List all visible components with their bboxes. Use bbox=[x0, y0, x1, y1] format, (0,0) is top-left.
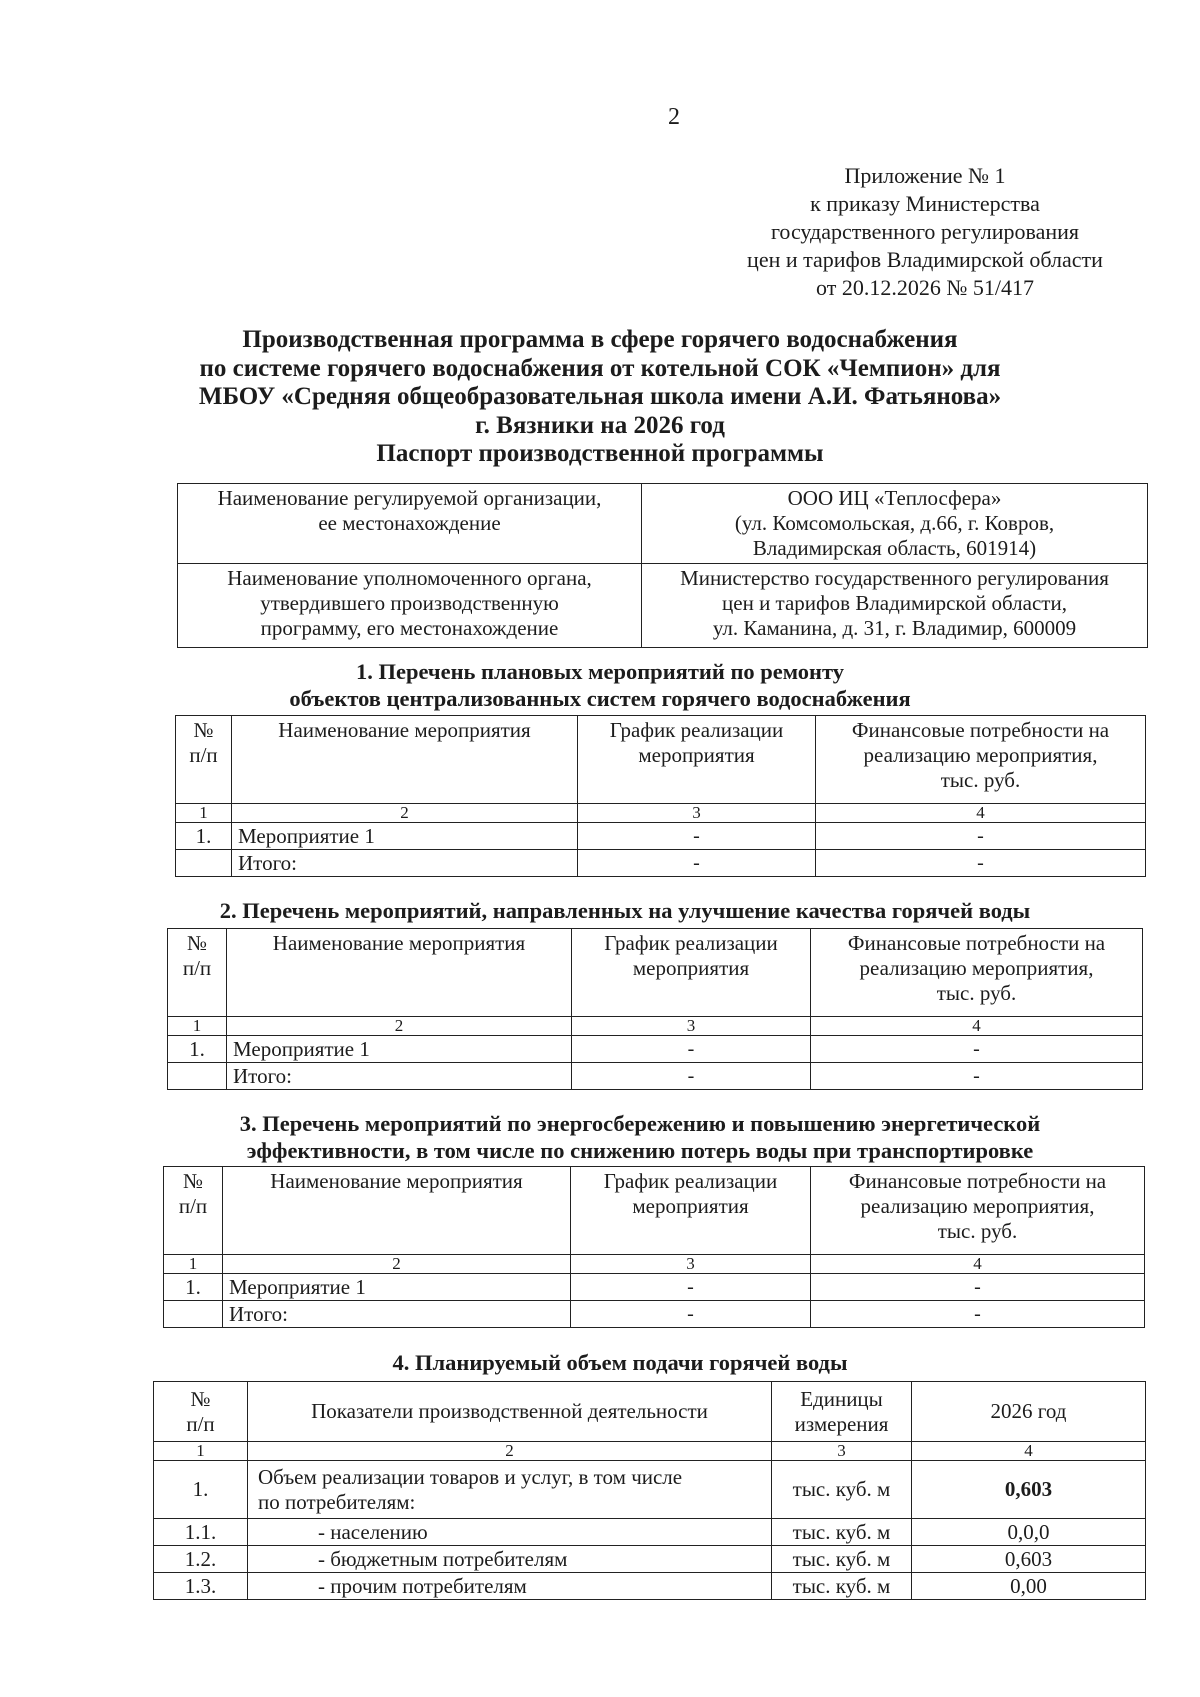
row-number bbox=[168, 1063, 227, 1090]
cell-line: Финансовые потребности на bbox=[848, 1169, 1107, 1193]
cell-line: п/п bbox=[189, 743, 218, 767]
section-title-line: 2. Перечень мероприятий, направленных на улучшение качества горячей воды bbox=[219, 898, 1031, 923]
passport-org-value bbox=[642, 484, 1148, 564]
cell-line: тыс. руб. bbox=[937, 1219, 1018, 1243]
title-line: МБОУ «Средняя общеобразовательная школа имени А.И. Фатьянова» bbox=[198, 383, 1002, 410]
row-value: 0,0,0 bbox=[912, 1519, 1146, 1546]
header-num bbox=[164, 1167, 223, 1255]
row-name: Итого: bbox=[232, 850, 578, 877]
cell-line: Министерство государственного регулирования bbox=[680, 566, 1109, 590]
header-schedule bbox=[571, 1167, 811, 1255]
section-title-line: объектов централизованных систем горячего водоснабжения bbox=[289, 686, 911, 711]
appendix-line: от 20.12.2026 № 51/417 bbox=[816, 275, 1034, 300]
row-finance: - bbox=[811, 1274, 1145, 1301]
row-name: - прочим потребителям bbox=[248, 1573, 772, 1600]
row-name: Итого: bbox=[227, 1063, 572, 1090]
cell-line: п/п bbox=[182, 956, 212, 980]
appendix-header bbox=[710, 162, 1140, 302]
cell-line: № bbox=[186, 931, 208, 955]
cell-line: ее местонахождение bbox=[318, 511, 501, 535]
header-num bbox=[168, 929, 227, 1017]
row-number: 1. bbox=[154, 1461, 248, 1519]
col-number: 3 bbox=[572, 1017, 811, 1036]
col-number: 1 bbox=[164, 1255, 223, 1274]
row-finance: - bbox=[811, 1036, 1143, 1063]
document-title bbox=[0, 326, 1200, 469]
row-schedule: - bbox=[571, 1301, 811, 1328]
table-row bbox=[164, 1301, 1145, 1328]
row-name: Мероприятие 1 bbox=[227, 1036, 572, 1063]
cell-line: реализацию мероприятия, bbox=[860, 1194, 1095, 1218]
cell-line: Владимирская область, 601914) bbox=[752, 536, 1037, 560]
header-schedule bbox=[572, 929, 811, 1017]
row-number: 1. bbox=[168, 1036, 227, 1063]
section-4-title bbox=[0, 1349, 1200, 1376]
cell-line: Единицы bbox=[800, 1386, 883, 1411]
appendix-line: к приказу Министерства bbox=[810, 191, 1040, 216]
header-schedule bbox=[578, 716, 816, 804]
row-unit: тыс. куб. м bbox=[772, 1573, 912, 1600]
header-num bbox=[154, 1382, 248, 1442]
row-name: Мероприятие 1 bbox=[232, 823, 578, 850]
row-value: 0,00 bbox=[912, 1573, 1146, 1600]
table-row bbox=[176, 823, 1146, 850]
header-name: Наименование мероприятия bbox=[223, 1167, 571, 1255]
cell-line: п/п bbox=[186, 1411, 215, 1436]
col-number: 3 bbox=[571, 1255, 811, 1274]
row-number: 1. bbox=[176, 823, 232, 850]
cell-line: (ул. Комсомольская, д.66, г. Ковров, bbox=[734, 511, 1055, 535]
header-name: Наименование мероприятия bbox=[232, 716, 578, 804]
row-schedule: - bbox=[572, 1063, 811, 1090]
section-title-line: эффективности, в том числе по снижению потерь воды при транспортировке bbox=[246, 1138, 1034, 1163]
row-finance: - bbox=[816, 823, 1146, 850]
cell-line: График реализации bbox=[604, 931, 778, 955]
row-number: 1.1. bbox=[154, 1519, 248, 1546]
col-number: 2 bbox=[227, 1017, 572, 1036]
row-finance: - bbox=[811, 1063, 1143, 1090]
col-number: 2 bbox=[248, 1442, 772, 1461]
passport-authority-label bbox=[178, 564, 642, 648]
row-schedule: - bbox=[578, 850, 816, 877]
passport-authority-value bbox=[642, 564, 1148, 648]
cell-line: измерения bbox=[794, 1411, 889, 1436]
row-unit: тыс. куб. м bbox=[772, 1546, 912, 1573]
cell-line: по потребителям: bbox=[258, 1489, 416, 1514]
cell-line: График реализации bbox=[609, 718, 784, 742]
section-title-line: 1. Перечень плановых мероприятий по ремонту bbox=[355, 659, 845, 684]
cell-line: реализацию мероприятия, bbox=[863, 743, 1098, 767]
col-number: 2 bbox=[232, 804, 578, 823]
row-unit: тыс. куб. м bbox=[772, 1461, 912, 1519]
row-finance: - bbox=[811, 1301, 1145, 1328]
cell-line: реализацию мероприятия, bbox=[859, 956, 1094, 980]
cell-line: п/п bbox=[178, 1194, 208, 1218]
appendix-line: государственного регулирования bbox=[770, 219, 1080, 244]
table-row bbox=[176, 850, 1146, 877]
col-number: 4 bbox=[912, 1442, 1146, 1461]
cell-line: Объем реализации товаров и услуг, в том числе bbox=[258, 1464, 683, 1489]
header-unit bbox=[772, 1382, 912, 1442]
row-number: 1.2. bbox=[154, 1546, 248, 1573]
section-2-table bbox=[167, 928, 1143, 1090]
row-name bbox=[248, 1461, 772, 1519]
row-finance: - bbox=[816, 850, 1146, 877]
cell-line: № bbox=[193, 718, 214, 742]
row-number: 1.3. bbox=[154, 1573, 248, 1600]
row-name: - бюджетным потребителям bbox=[248, 1546, 772, 1573]
header-indicator: Показатели производственной деятельности bbox=[248, 1382, 772, 1442]
table-row bbox=[154, 1573, 1146, 1600]
cell-line: Наименование уполномоченного органа, bbox=[227, 566, 592, 590]
table-row bbox=[168, 1036, 1143, 1063]
table-row bbox=[154, 1461, 1146, 1519]
title-line: Паспорт производственной программы bbox=[376, 440, 824, 467]
row-number: 1. bbox=[164, 1274, 223, 1301]
row-name: - населению bbox=[248, 1519, 772, 1546]
section-2-title bbox=[0, 897, 1200, 924]
header-finance bbox=[816, 716, 1146, 804]
col-number: 4 bbox=[811, 1255, 1145, 1274]
header-finance bbox=[811, 929, 1143, 1017]
cell-line: График реализации bbox=[603, 1169, 778, 1193]
section-1-title bbox=[0, 658, 1200, 712]
cell-line: мероприятия bbox=[638, 743, 755, 767]
cell-line: № bbox=[182, 1169, 204, 1193]
cell-line: тыс. руб. bbox=[936, 981, 1017, 1005]
row-name: Итого: bbox=[223, 1301, 571, 1328]
appendix-line: Приложение № 1 bbox=[844, 163, 1006, 188]
col-number: 1 bbox=[154, 1442, 248, 1461]
col-number: 4 bbox=[811, 1017, 1143, 1036]
table-row bbox=[154, 1519, 1146, 1546]
cell-line: ул. Каманина, д. 31, г. Владимир, 600009 bbox=[712, 616, 1077, 640]
row-name: Мероприятие 1 bbox=[223, 1274, 571, 1301]
cell-line: цен и тарифов Владимирской области, bbox=[722, 591, 1067, 615]
row-unit: тыс. куб. м bbox=[772, 1519, 912, 1546]
title-line: г. Вязники на 2026 год bbox=[475, 411, 725, 439]
cell-line: мероприятия bbox=[632, 956, 750, 980]
title-line: по системе горячего водоснабжения от котельной СОК «Чемпион» для bbox=[199, 354, 1001, 382]
col-number: 3 bbox=[578, 804, 816, 823]
col-number: 3 bbox=[772, 1442, 912, 1461]
volume-table bbox=[153, 1381, 1146, 1600]
cell-line: Финансовые потребности на bbox=[847, 931, 1106, 955]
cell-line: № bbox=[190, 1386, 211, 1411]
header-finance bbox=[811, 1167, 1145, 1255]
section-3-table bbox=[163, 1166, 1145, 1328]
page-number: 2 bbox=[668, 104, 680, 130]
cell-line: тыс. руб. bbox=[940, 768, 1021, 792]
header-num bbox=[176, 716, 232, 804]
section-title-line: 4. Планируемый объем подачи горячей воды bbox=[392, 1350, 848, 1375]
section-1-table bbox=[175, 715, 1146, 877]
table-row bbox=[164, 1274, 1145, 1301]
title-line: Производственная программа в сфере горячего водоснабжения bbox=[242, 326, 958, 353]
cell-line: мероприятия bbox=[632, 1194, 749, 1218]
cell-line: утвердившего производственную bbox=[260, 591, 559, 615]
row-number bbox=[164, 1301, 223, 1328]
row-schedule: - bbox=[572, 1036, 811, 1063]
table-row bbox=[154, 1546, 1146, 1573]
cell-line: программу, его местонахождение bbox=[260, 616, 559, 640]
cell-line: ООО ИЦ «Теплосфера» bbox=[787, 486, 1002, 510]
section-title-line: 3. Перечень мероприятий по энергосбережению и повышению энергетической bbox=[239, 1111, 1041, 1136]
col-number: 4 bbox=[816, 804, 1146, 823]
col-number: 1 bbox=[168, 1017, 227, 1036]
cell-line: Финансовые потребности на bbox=[851, 718, 1110, 742]
header-name: Наименование мероприятия bbox=[227, 929, 572, 1017]
row-value: 0,603 bbox=[912, 1461, 1146, 1519]
appendix-line: цен и тарифов Владимирской области bbox=[747, 247, 1103, 272]
passport-table bbox=[177, 483, 1148, 648]
passport-org-label bbox=[178, 484, 642, 564]
row-schedule: - bbox=[571, 1274, 811, 1301]
col-number: 2 bbox=[223, 1255, 571, 1274]
table-row bbox=[168, 1063, 1143, 1090]
row-value: 0,603 bbox=[912, 1546, 1146, 1573]
row-schedule: - bbox=[578, 823, 816, 850]
row-number bbox=[176, 850, 232, 877]
header-year: 2026 год bbox=[912, 1382, 1146, 1442]
col-number: 1 bbox=[176, 804, 232, 823]
cell-line: Наименование регулируемой организации, bbox=[217, 486, 602, 510]
section-3-title bbox=[0, 1110, 1200, 1164]
